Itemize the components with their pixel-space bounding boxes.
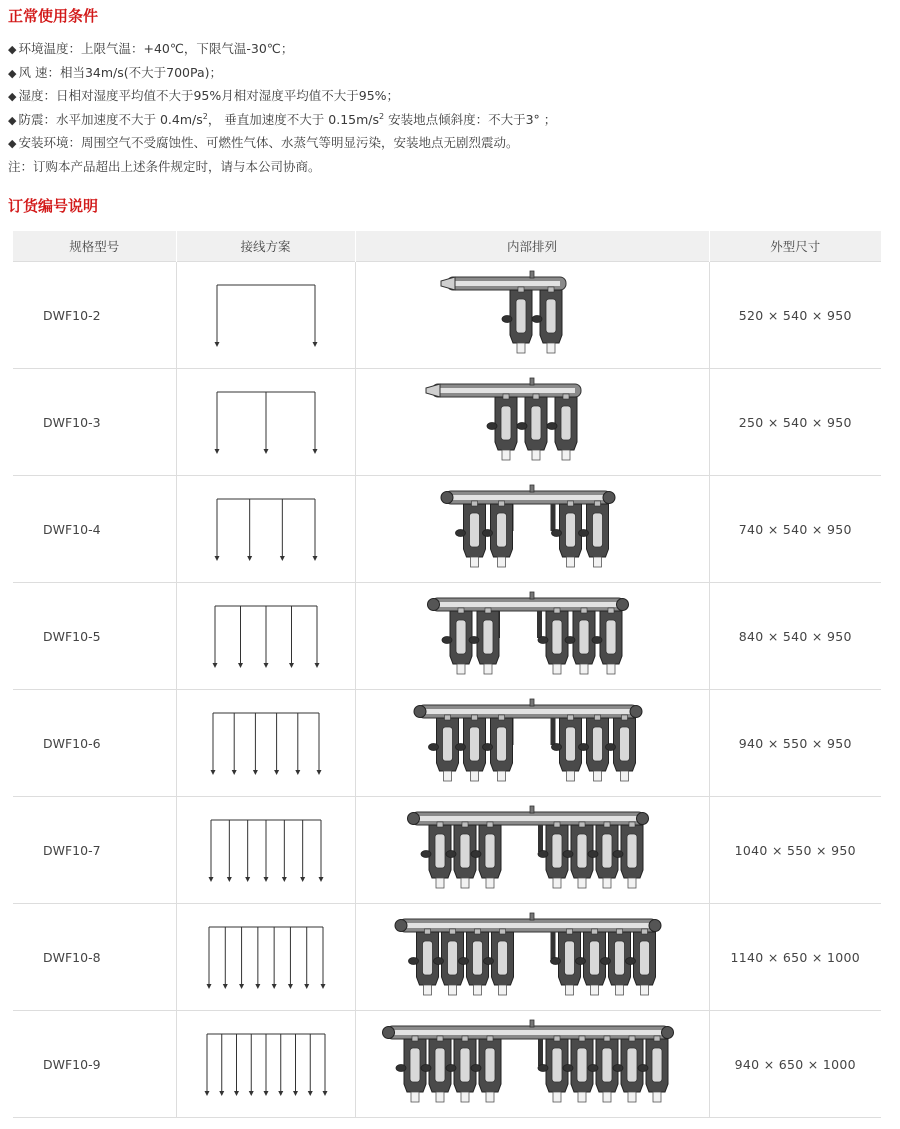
feeder-arrow (289, 606, 294, 668)
table-row (13, 797, 881, 904)
wiring-cell (176, 369, 355, 476)
feeder-arrow (293, 1034, 298, 1096)
switch-module (532, 287, 562, 353)
feeder-arrow (316, 713, 321, 775)
wiring-cell (176, 262, 355, 369)
wiring-cell (176, 1011, 355, 1118)
table-row (13, 904, 881, 1011)
feeder-arrow (263, 606, 268, 668)
table-row (13, 476, 881, 583)
dimensions-cell: 250 × 540 × 950 (709, 369, 881, 476)
arrangement-cell (355, 369, 709, 476)
arrangement-cell (355, 797, 709, 904)
feeder-arrow (212, 606, 217, 668)
diamond-bullet-icon: ◆ (8, 66, 17, 80)
switch-module (552, 715, 582, 781)
switch-module (579, 501, 609, 567)
switch-module (552, 501, 582, 567)
switch-module (565, 608, 595, 674)
switch-module (487, 394, 517, 460)
wiring-diagram (201, 703, 331, 783)
feeder-arrow (255, 927, 260, 989)
feeder-arrow (322, 1034, 327, 1096)
model-cell: DWF10-2 (13, 262, 176, 369)
wiring-diagram (201, 596, 331, 676)
table-row (13, 690, 881, 797)
feeder-arrow (274, 713, 279, 775)
switch-module (579, 715, 609, 781)
wiring-cell (176, 690, 355, 797)
wiring-diagram (201, 917, 331, 997)
condition-temperature: ◆ 环境温度：上限气温：+40℃，下限气温-30℃； (8, 41, 294, 56)
switch-module (456, 501, 486, 567)
header-arrangement: 内部排列 (355, 231, 709, 262)
switch-module (456, 715, 486, 781)
switch-module (442, 608, 472, 674)
condition-environment: ◆ 安装环境：周围空气不受腐蚀性、可燃性气体、水蒸气等明显污染，安装地点无剧烈震动。 (8, 135, 519, 151)
condition-seismic: ◆ 防震：水平加速度不大于 $0.4m/s^2$， 垂直加速度不大于 $0.15m/s^2$ 安装地点倾斜度：不大于3° ； (8, 111, 557, 127)
feeder-arrow (238, 606, 243, 668)
table-row (13, 583, 881, 690)
feeder-arrow (263, 1034, 268, 1096)
feeder-arrow (279, 499, 284, 561)
arrangement-diagram (362, 695, 702, 791)
feeder-arrow (214, 499, 219, 561)
switch-module (592, 608, 622, 674)
feeder-arrow (222, 927, 227, 989)
switch-module (517, 394, 547, 460)
model-cell: DWF10-3 (13, 369, 176, 476)
feeder-arrow (271, 927, 276, 989)
feeder-arrow (234, 1034, 239, 1096)
wiring-cell (176, 904, 355, 1011)
table-header-row (13, 231, 881, 262)
switch-module (483, 501, 513, 567)
arrangement-cell (355, 583, 709, 690)
feeder-arrow (248, 1034, 253, 1096)
wiring-diagram (201, 810, 331, 890)
feeder-arrow (206, 927, 211, 989)
feeder-arrow (318, 820, 323, 882)
feeder-arrow (312, 392, 317, 454)
feeder-arrow (214, 285, 219, 347)
arrangement-diagram (362, 374, 702, 470)
conditions-list (8, 38, 556, 179)
diamond-bullet-icon: ◆ (8, 137, 17, 151)
condition-note: 注：订购本产品超出上述条件规定时，请与本公司协商。 (8, 158, 321, 174)
condition-humidity: ◆ 湿度：日相对湿度平均值不大于95%月相对湿度平均值不大于95%； (8, 88, 400, 104)
feeder-arrow (263, 392, 268, 454)
arrangement-cell (355, 1011, 709, 1118)
switch-module (547, 394, 577, 460)
arrangement-cell (355, 904, 709, 1011)
model-cell: DWF10-8 (13, 904, 176, 1011)
diamond-bullet-icon: ◆ (8, 113, 17, 127)
feeder-arrow (210, 713, 215, 775)
feeder-arrow (312, 285, 317, 347)
arrangement-diagram (362, 588, 702, 684)
dimensions-cell: 740 × 540 × 950 (709, 476, 881, 583)
feeder-arrow (312, 499, 317, 561)
switch-module (469, 608, 499, 674)
arrangement-cell (355, 690, 709, 797)
dimensions-cell: 940 × 550 × 950 (709, 690, 881, 797)
model-cell: DWF10-6 (13, 690, 176, 797)
wiring-cell (176, 583, 355, 690)
feeder-arrow (295, 713, 300, 775)
header-model: 规格型号 (13, 231, 176, 262)
wiring-cell (176, 797, 355, 904)
model-cell: DWF10-7 (13, 797, 176, 904)
switch-module (606, 715, 636, 781)
switch-module (538, 608, 568, 674)
wiring-diagram (201, 275, 331, 355)
feeder-arrow (204, 1034, 209, 1096)
feeder-arrow (281, 820, 286, 882)
arrangement-diagram (362, 909, 702, 1005)
arrangement-diagram (362, 1016, 702, 1112)
model-cell: DWF10-9 (13, 1011, 176, 1118)
arrangement-cell (355, 476, 709, 583)
condition-wind: ◆ 风 速：相当34m/s(不大于700Pa)； (8, 64, 222, 80)
feeder-arrow (287, 927, 292, 989)
diamond-bullet-icon: ◆ (8, 43, 17, 56)
model-cell: DWF10-4 (13, 476, 176, 583)
header-dimensions: 外型尺寸 (709, 231, 881, 262)
dimensions-cell: 1140 × 650 × 1000 (709, 904, 881, 1011)
feeder-arrow (208, 820, 213, 882)
arrangement-diagram (362, 802, 702, 898)
feeder-arrow (214, 392, 219, 454)
feeder-arrow (219, 1034, 224, 1096)
feeder-arrow (252, 713, 257, 775)
switch-module (483, 715, 513, 781)
diamond-bullet-icon: ◆ (8, 90, 17, 104)
feeder-arrow (278, 1034, 283, 1096)
feeder-arrow (307, 1034, 312, 1096)
switch-module (502, 287, 532, 353)
arrangement-diagram (362, 267, 702, 363)
wiring-diagram (201, 489, 331, 569)
arrangement-cell (355, 262, 709, 369)
dimensions-cell: 1040 × 550 × 950 (709, 797, 881, 904)
feeder-arrow (304, 927, 309, 989)
spec-table (13, 231, 881, 1118)
feeder-arrow (245, 820, 250, 882)
table-row (13, 369, 881, 476)
dimensions-cell: 940 × 650 × 1000 (709, 1011, 881, 1118)
table-row (13, 262, 881, 369)
feeder-arrow (300, 820, 305, 882)
ordering-title: 订货编号说明 (8, 197, 99, 215)
feeder-arrow (226, 820, 231, 882)
feeder-arrow (247, 499, 252, 561)
feeder-arrow (320, 927, 325, 989)
wiring-diagram (201, 1024, 331, 1104)
feeder-arrow (314, 606, 319, 668)
conditions-title: 正常使用条件 (8, 7, 99, 25)
wiring-cell (176, 476, 355, 583)
switch-module (429, 715, 459, 781)
dimensions-cell: 840 × 540 × 950 (709, 583, 881, 690)
wiring-diagram (201, 382, 331, 462)
arrangement-diagram (362, 481, 702, 577)
feeder-arrow (263, 820, 268, 882)
dimensions-cell: 520 × 540 × 950 (709, 262, 881, 369)
header-wiring: 接线方案 (176, 231, 355, 262)
model-cell: DWF10-5 (13, 583, 176, 690)
feeder-arrow (231, 713, 236, 775)
table-row (13, 1011, 881, 1118)
feeder-arrow (239, 927, 244, 989)
